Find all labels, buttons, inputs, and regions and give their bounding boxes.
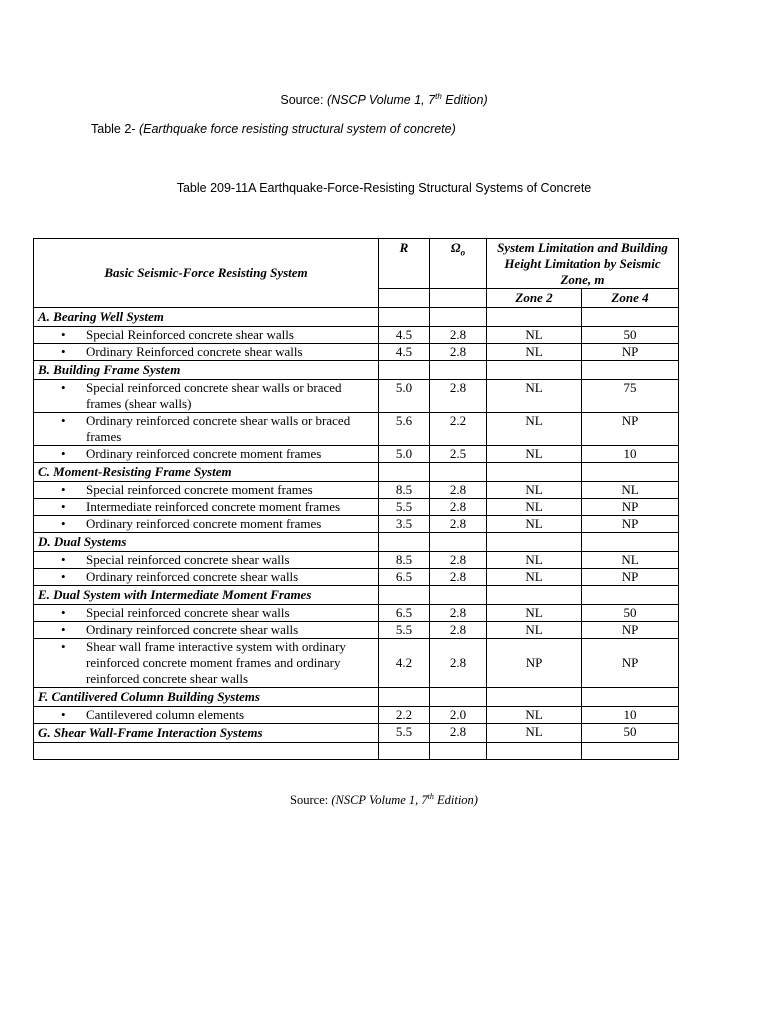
header-zone2: Zone 2 (487, 289, 582, 308)
caption-label: Table 2- (91, 122, 136, 136)
group-row (34, 361, 679, 380)
zone2-cell: NL (487, 482, 582, 499)
blank-cell (430, 361, 487, 380)
system-name: Intermediate reinforced concrete moment frames (86, 499, 341, 514)
system-cell (34, 622, 379, 639)
blank-cell (487, 308, 582, 327)
system-cell (34, 499, 379, 516)
system-cell (34, 380, 379, 413)
blank-cell (582, 743, 679, 760)
blank-cell (582, 533, 679, 552)
omega-cell: 2.8 (430, 344, 487, 361)
blank-cell (430, 688, 487, 707)
table-header (34, 239, 679, 308)
header-omega-blank (430, 289, 487, 308)
bullet-icon: • (61, 446, 66, 461)
bullet-icon: • (61, 605, 66, 620)
table-row (34, 499, 679, 516)
zone4-cell: NP (582, 499, 679, 516)
omega-cell: 2.8 (430, 516, 487, 533)
source-line-top (0, 93, 768, 107)
zone2-cell: NL (487, 552, 582, 569)
omega-cell: 2.8 (430, 569, 487, 586)
r-cell: 8.5 (379, 482, 430, 499)
bullet-icon: • (61, 552, 66, 567)
system-cell (34, 605, 379, 622)
table-row (34, 707, 679, 724)
system-name: Ordinary reinforced concrete moment frames (86, 446, 322, 461)
header-system: Basic Seismic-Force Resisting System (34, 239, 379, 308)
omega-cell: 2.8 (430, 327, 487, 344)
system-name: Special Reinforced concrete shear walls (86, 327, 294, 342)
blank-cell (487, 586, 582, 605)
table-row (34, 605, 679, 622)
source-line-bottom (0, 793, 768, 808)
bullet-icon: • (61, 516, 66, 531)
table-row (34, 446, 679, 463)
r-cell: 5.6 (379, 413, 430, 446)
caption-text: (Earthquake force resisting structural system of concrete) (135, 122, 456, 136)
zone2-cell: NL (487, 622, 582, 639)
table-row (34, 327, 679, 344)
r-cell: 5.5 (379, 724, 430, 743)
zone2-cell: NL (487, 327, 582, 344)
zone4-cell: NP (582, 569, 679, 586)
system-cell (34, 327, 379, 344)
group-name: D. Dual Systems (34, 533, 379, 552)
omega-cell: 2.8 (430, 482, 487, 499)
zone4-cell: 75 (582, 380, 679, 413)
header-r: R (379, 239, 430, 289)
group-row (34, 463, 679, 482)
bullet-icon: • (61, 639, 66, 654)
bullet-icon: • (61, 482, 66, 497)
table-row (34, 639, 679, 688)
blank-cell (487, 361, 582, 380)
r-cell: 5.0 (379, 446, 430, 463)
table-caption (91, 122, 456, 136)
group-row (34, 688, 679, 707)
zone4-cell: NP (582, 413, 679, 446)
system-cell (34, 344, 379, 361)
system-cell (34, 482, 379, 499)
r-cell: 3.5 (379, 516, 430, 533)
table-title: Table 209-11A Earthquake-Force-Resisting Structural Systems of Concrete (176, 181, 592, 195)
system-name: Special reinforced concrete moment frames (86, 482, 313, 497)
table-row (34, 622, 679, 639)
system-name: Ordinary reinforced concrete moment frames (86, 516, 322, 531)
blank-cell (379, 586, 430, 605)
blank-cell (379, 308, 430, 327)
table-body (34, 308, 679, 760)
blank-cell (487, 743, 582, 760)
blank-cell (582, 361, 679, 380)
blank-cell (430, 743, 487, 760)
omega-cell: 2.0 (430, 707, 487, 724)
zone4-cell: NL (582, 552, 679, 569)
zone4-cell: NP (582, 622, 679, 639)
r-cell: 6.5 (379, 569, 430, 586)
omega-cell: 2.8 (430, 552, 487, 569)
system-cell (34, 569, 379, 586)
group-name: G. Shear Wall-Frame Interaction Systems (34, 724, 379, 743)
blank-row (34, 743, 679, 760)
omega-cell: 2.8 (430, 499, 487, 516)
blank-cell (487, 463, 582, 482)
table-row (34, 569, 679, 586)
omega-cell: 2.8 (430, 380, 487, 413)
system-name: Ordinary reinforced concrete shear walls or braced frames (86, 413, 351, 444)
zone4-cell: 50 (582, 724, 679, 743)
zone2-cell: NL (487, 724, 582, 743)
r-cell: 5.5 (379, 499, 430, 516)
zone4-cell: 10 (582, 707, 679, 724)
blank-cell (582, 586, 679, 605)
system-cell (34, 552, 379, 569)
system-name: Cantilevered column elements (86, 707, 245, 722)
zone2-cell: NL (487, 516, 582, 533)
r-cell: 6.5 (379, 605, 430, 622)
blank-cell (379, 688, 430, 707)
group-name: B. Building Frame System (34, 361, 379, 380)
system-name: Special reinforced concrete shear walls or braced frames (shear walls) (86, 380, 342, 411)
source-label: Source: (290, 793, 332, 807)
r-cell: 4.5 (379, 327, 430, 344)
seismic-systems-table (33, 238, 679, 760)
system-cell (34, 707, 379, 724)
r-cell: 5.5 (379, 622, 430, 639)
blank-cell (487, 688, 582, 707)
blank-cell (379, 743, 430, 760)
system-cell (34, 413, 379, 446)
zone2-cell: NL (487, 605, 582, 622)
system-name: Ordinary reinforced concrete shear walls (86, 622, 299, 637)
table-row (34, 344, 679, 361)
system-cell (34, 639, 379, 688)
header-limitation: System Limitation and Building Height Limitation by Seismic Zone, m (487, 239, 679, 289)
group-name: A. Bearing Well System (34, 308, 379, 327)
zone4-cell: NP (582, 344, 679, 361)
zone4-cell: NL (582, 482, 679, 499)
bullet-icon: • (61, 344, 66, 359)
omega-cell: 2.8 (430, 724, 487, 743)
blank-cell (379, 361, 430, 380)
blank-cell (430, 586, 487, 605)
system-cell (34, 446, 379, 463)
group-row (34, 308, 679, 327)
zone2-cell: NL (487, 569, 582, 586)
table-row (34, 552, 679, 569)
header-omega: $\Omega_o$ (430, 239, 487, 289)
group-row (34, 586, 679, 605)
r-cell: 4.5 (379, 344, 430, 361)
blank-cell (430, 308, 487, 327)
table-row (34, 724, 679, 743)
bullet-icon: • (61, 327, 66, 342)
zone2-cell: NL (487, 413, 582, 446)
zone4-cell: 50 (582, 605, 679, 622)
bullet-icon: • (61, 707, 66, 722)
table-row (34, 380, 679, 413)
omega-cell: 2.5 (430, 446, 487, 463)
omega-cell: 2.8 (430, 639, 487, 688)
blank-cell (430, 533, 487, 552)
zone2-cell: NL (487, 499, 582, 516)
bullet-icon: • (61, 380, 66, 395)
bullet-icon: • (61, 622, 66, 637)
source-citation: (NSCP Volume 1, 7th Edition) (331, 791, 478, 807)
blank-cell (379, 533, 430, 552)
zone2-cell: NP (487, 639, 582, 688)
system-name: Shear wall frame interactive system with ordinary reinforced concrete moment frames and ordinary reinforced concrete shear walls (86, 639, 346, 686)
r-cell: 2.2 (379, 707, 430, 724)
zone4-cell: NP (582, 516, 679, 533)
zone2-cell: NL (487, 380, 582, 413)
blank-cell (379, 463, 430, 482)
system-name: Ordinary reinforced concrete shear walls (86, 569, 299, 584)
source-citation: (NSCP Volume 1, 7th Edition) (326, 91, 488, 107)
bullet-icon: • (61, 413, 66, 428)
blank-cell (487, 533, 582, 552)
blank-cell (582, 308, 679, 327)
zone4-cell: 50 (582, 327, 679, 344)
blank-cell (34, 743, 379, 760)
r-cell: 8.5 (379, 552, 430, 569)
zone2-cell: NL (487, 344, 582, 361)
zone4-cell: 10 (582, 446, 679, 463)
blank-cell (582, 463, 679, 482)
system-name: Special reinforced concrete shear walls (86, 552, 290, 567)
bullet-icon: • (61, 569, 66, 584)
system-name: Ordinary Reinforced concrete shear walls (86, 344, 303, 359)
omega-cell: 2.8 (430, 622, 487, 639)
zone4-cell: NP (582, 639, 679, 688)
system-cell (34, 516, 379, 533)
group-name: F. Cantilivered Column Building Systems (34, 688, 379, 707)
header-r-blank (379, 289, 430, 308)
zone2-cell: NL (487, 707, 582, 724)
blank-cell (582, 688, 679, 707)
system-name: Special reinforced concrete shear walls (86, 605, 290, 620)
header-zone4: Zone 4 (582, 289, 679, 308)
blank-cell (430, 463, 487, 482)
r-cell: 5.0 (379, 380, 430, 413)
zone2-cell: NL (487, 446, 582, 463)
omega-cell: 2.2 (430, 413, 487, 446)
group-name: E. Dual System with Intermediate Moment Frames (34, 586, 379, 605)
table-row (34, 413, 679, 446)
table-row (34, 482, 679, 499)
table-row (34, 516, 679, 533)
r-cell: 4.2 (379, 639, 430, 688)
bullet-icon: • (61, 499, 66, 514)
omega-cell: 2.8 (430, 605, 487, 622)
group-name: C. Moment-Resisting Frame System (34, 463, 379, 482)
source-label: Source: (280, 93, 324, 107)
group-row (34, 533, 679, 552)
